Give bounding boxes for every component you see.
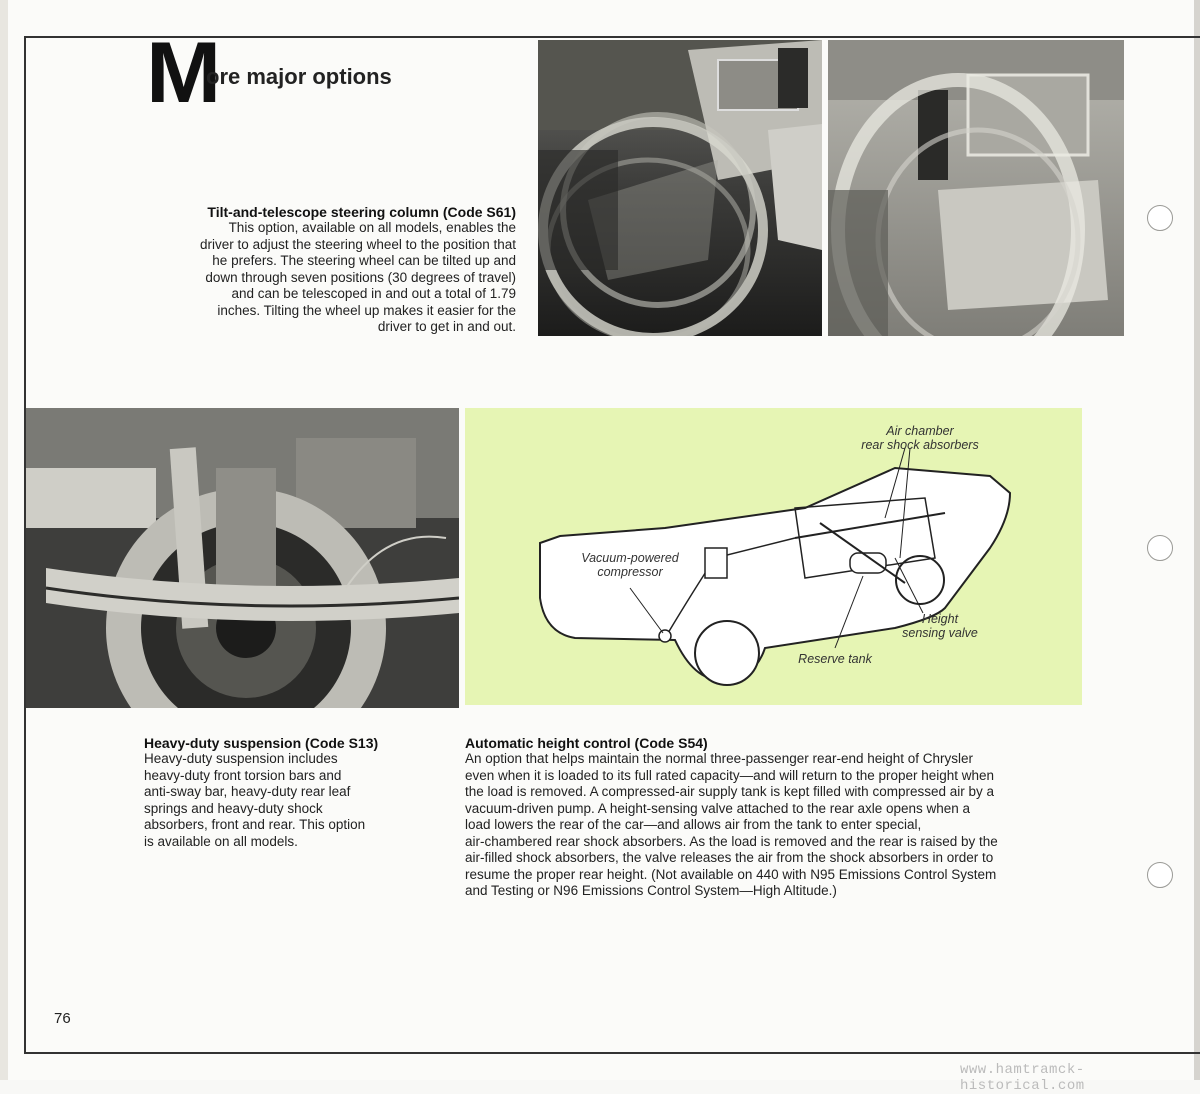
body-line: air-chambered rear shock absorbers. As the load is removed and the rear is raised by the <box>465 833 998 849</box>
car-outline-drawing <box>465 408 1082 705</box>
heavy-duty-body <box>144 751 424 850</box>
page-right-edge <box>1194 0 1200 1080</box>
suspension-photo <box>26 408 459 708</box>
body-line: An option that helps maintain the normal three-passenger rear-end height of Chrysler <box>465 751 974 766</box>
frame-bottom-rule <box>24 1052 1200 1054</box>
label-line: rear shock absorbers <box>861 438 979 452</box>
label-air-chamber <box>845 424 995 452</box>
page-number: 76 <box>54 1010 71 1027</box>
body-line: air-filled shock absorbers, the valve releases the air from the shock absorbers in order to <box>465 850 994 865</box>
label-height-sensing-valve <box>895 612 985 640</box>
steering-wheel-photo-tilted <box>538 40 822 336</box>
body-line: anti-sway bar, heavy-duty rear leaf <box>144 784 351 799</box>
body-line: and can be telescoped in and out a total of 1.79 <box>231 286 516 301</box>
body-line: inches. Tilting the wheel up makes it easier for the <box>217 302 516 318</box>
steering-wheel-photo-telescoped <box>828 40 1124 336</box>
label-line: compressor <box>597 565 663 579</box>
label-line: sensing valve <box>902 626 978 640</box>
body-line: the load is removed. A compressed-air supply tank is kept filled with compressed air by a <box>465 784 994 799</box>
watermark: www.hamtramck-historical.com <box>960 1062 1085 1094</box>
tilt-steering-title: Tilt-and-telescope steering column (Code S61) <box>207 204 516 220</box>
body-line: down through seven positions (30 degrees of travel) <box>205 269 516 285</box>
body-line: even when it is loaded to its full rated capacity—and will return to the proper height when <box>465 767 995 783</box>
body-line: heavy-duty front torsion bars and <box>144 767 342 783</box>
label-line: Height <box>921 612 959 626</box>
label-vacuum-compressor <box>575 551 685 579</box>
body-line: resume the proper rear height. (Not available on 440 with N95 Emissions Control System <box>465 866 997 882</box>
body-line: absorbers, front and rear. This option <box>144 817 366 832</box>
label-line: Vacuum-powered <box>581 551 679 565</box>
automatic-height-control-caption <box>465 735 1075 900</box>
body-line: Heavy-duty suspension includes <box>144 751 338 766</box>
height-control-diagram <box>465 408 1082 705</box>
body-line: springs and heavy-duty shock <box>144 800 323 816</box>
body-line: vacuum-driven pump. A height-sensing valve attached to the rear axle opens when a <box>465 800 971 816</box>
page-title: ore major options <box>206 64 392 89</box>
tilt-steering-body <box>150 220 516 336</box>
body-line: load lowers the rear of the car—and allows air from the tank to enter special, <box>465 817 922 832</box>
label-line: Air chamber <box>886 424 954 438</box>
body-line: and Testing or N96 Emissions Control System—High Altitude.) <box>465 883 837 898</box>
heavy-duty-suspension-caption <box>144 735 424 850</box>
body-line: he prefers. The steering wheel can be tilted up and <box>212 253 516 268</box>
body-line: driver to get in and out. <box>377 319 516 334</box>
tilt-steering-caption <box>150 204 516 336</box>
heading-initial: M <box>146 25 218 121</box>
binder-hole <box>1147 535 1173 561</box>
heavy-duty-title: Heavy-duty suspension (Code S13) <box>144 735 379 751</box>
body-line: driver to adjust the steering wheel to the position that <box>200 236 516 252</box>
binder-hole <box>1147 862 1173 888</box>
label-reserve-tank: Reserve tank <box>798 652 872 666</box>
auto-height-title: Automatic height control (Code S54) <box>465 735 708 751</box>
body-line: is available on all models. <box>144 833 298 849</box>
binder-hole <box>1147 205 1173 231</box>
page-left-edge <box>0 0 8 1080</box>
auto-height-body <box>465 751 1075 900</box>
body-line: This option, available on all models, enables the <box>228 220 516 235</box>
